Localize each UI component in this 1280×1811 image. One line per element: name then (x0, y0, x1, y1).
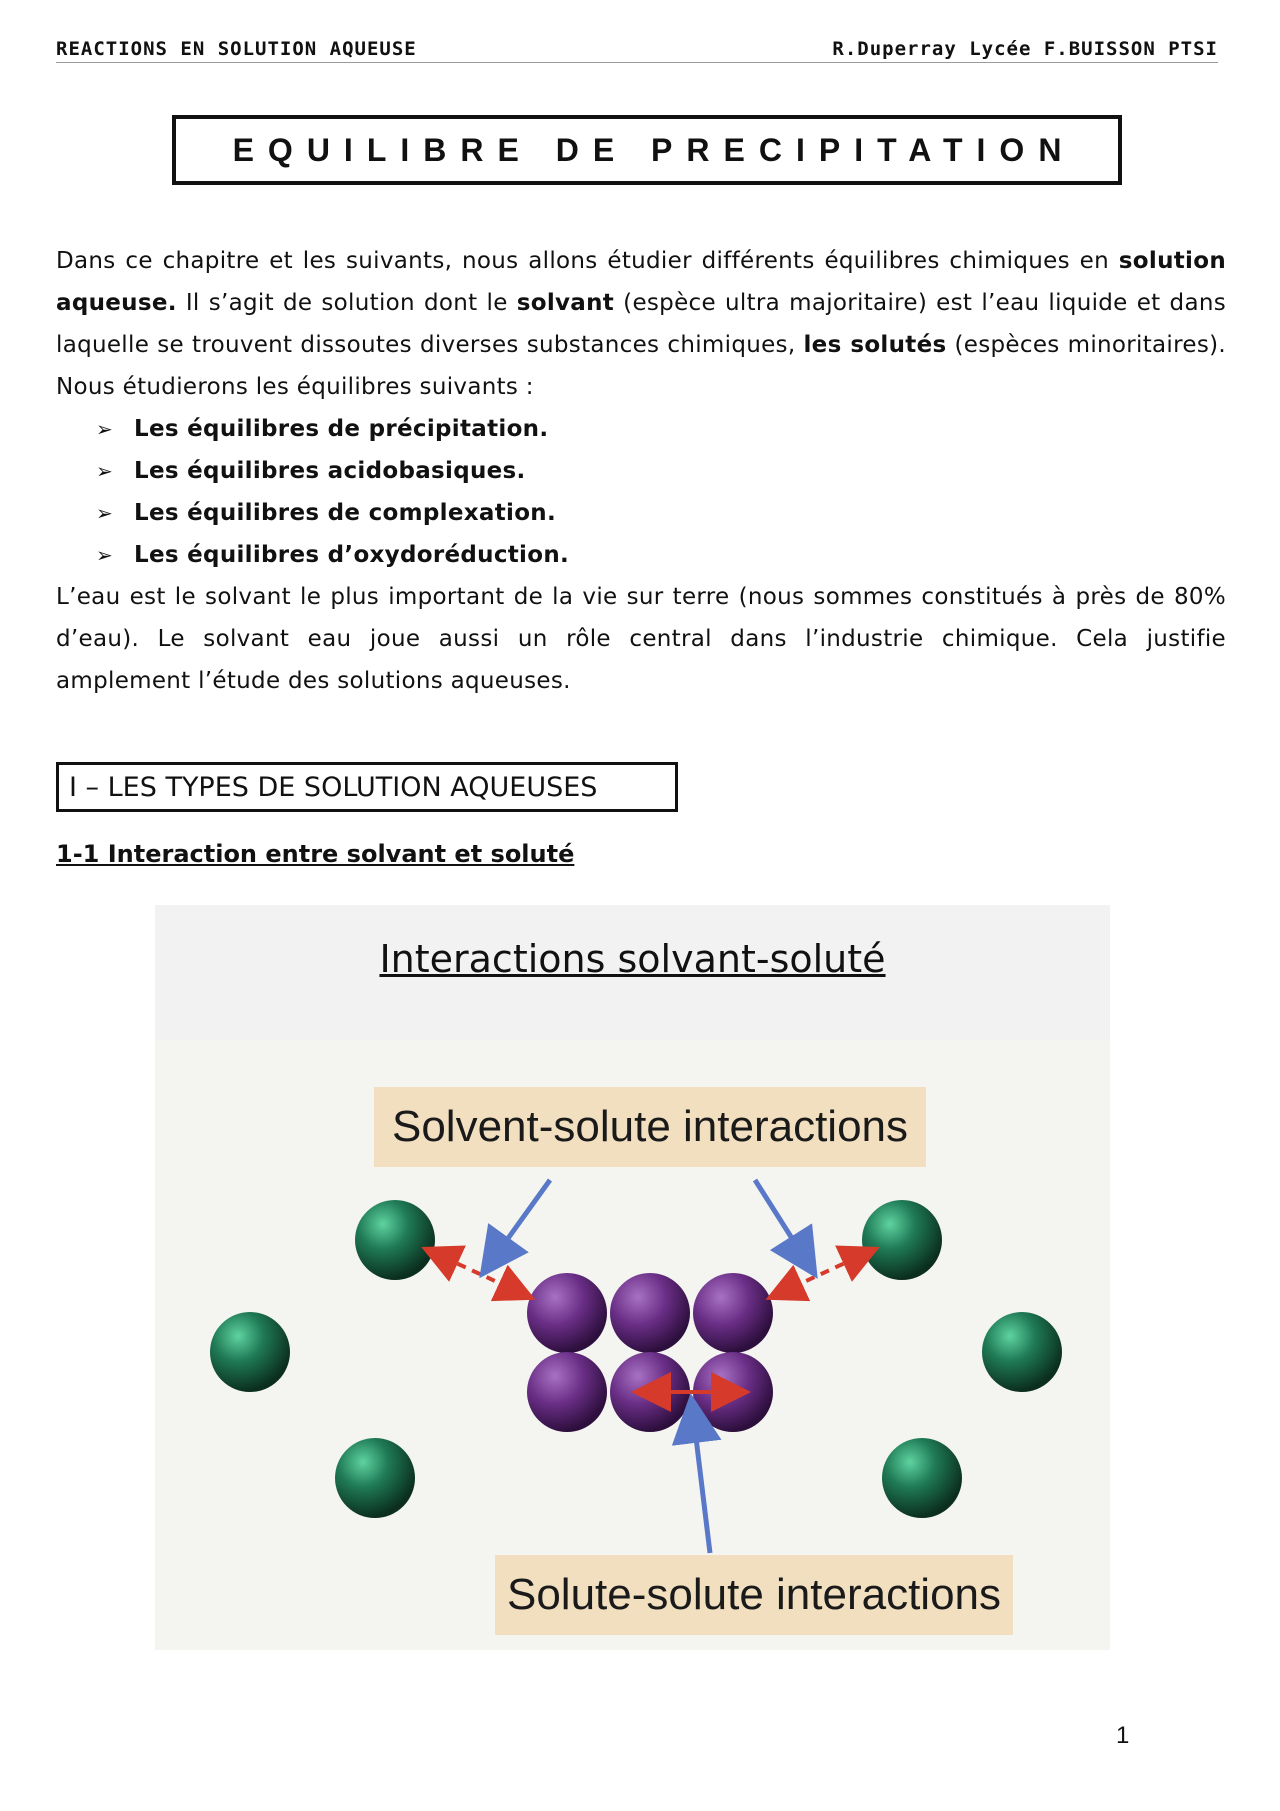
intro-term-solutes: les solutés (803, 332, 947, 358)
equilibria-list (56, 408, 1226, 576)
arrow-bullet-icon: ➢ (96, 459, 114, 483)
section-heading-box (56, 762, 678, 812)
intro-section (56, 240, 1226, 702)
interaction-diagram (155, 905, 1110, 1650)
list-item: ➢ Les équilibres d’oxydoréduction. (56, 534, 1226, 576)
solvent-solute-arrow-left (443, 1257, 521, 1293)
solute-molecule (693, 1273, 773, 1353)
document-title: EQUILIBRE DE PRECIPITATION (232, 131, 1076, 168)
intro-text-a: Dans ce chapitre et les suivants, nous allons étudier différents équilibres chimiques en (56, 248, 1119, 274)
solvent-molecule (210, 1312, 290, 1392)
intro-paragraph-2: L’eau est le solvant le plus important de la vie sur terre (nous sommes constitués à près de 80% d’eau). Le solvant eau joue aussi un rôle central dans l’industrie chimique. Cela justifie amplement l’étude des solutions aqueuses. (56, 584, 1226, 694)
document-title-box (172, 115, 1122, 185)
figure-title: Interactions solvant-soluté (379, 937, 886, 981)
solvent-molecule (335, 1438, 415, 1518)
solvent-molecule (862, 1200, 942, 1280)
arrow-bullet-icon: ➢ (96, 417, 114, 441)
list-item: ➢ Les équilibres acidobasiques. (56, 450, 1226, 492)
solvent-solute-label: Solvent-solute interactions (374, 1087, 926, 1167)
pointer-arrow-bottom (693, 1413, 710, 1553)
intro-text-d: (espèce ultra majoritaire) est l’eau liquide et dans laquelle se trouvent dissoutes diverses substances chimiques, (56, 290, 1226, 358)
intro-text-c: Il s’agit de solution dont le (176, 290, 517, 316)
arrow-bullet-icon: ➢ (96, 501, 114, 525)
solvent-solute-arrow-right (780, 1257, 858, 1293)
intro-term-solvant: solvant (516, 290, 615, 316)
pointer-arrow-right (755, 1180, 807, 1262)
page-header (56, 36, 1218, 63)
subsection-heading: 1-1 Interaction entre solvant et soluté (56, 840, 575, 868)
solvent-molecule (882, 1438, 962, 1518)
header-course-title: REACTIONS EN SOLUTION AQUEUSE (56, 38, 417, 60)
page-number: 1 (1116, 1722, 1130, 1749)
intro-paragraph-1 (56, 240, 1226, 408)
solvent-solute-figure (155, 905, 1110, 1650)
pointer-arrow-left (491, 1180, 550, 1262)
section-heading: I – LES TYPES DE SOLUTION AQUEUSES (69, 771, 598, 803)
solute-molecule (527, 1352, 607, 1432)
arrow-bullet-icon: ➢ (96, 543, 114, 567)
solvent-molecule (982, 1312, 1062, 1392)
header-author: R.Duperray Lycée F.BUISSON PTSI (832, 38, 1218, 60)
solute-solute-label: Solute-solute interactions (495, 1555, 1013, 1635)
intro-term-solution: solution aqueuse. (56, 248, 1226, 316)
intro-text-e: (espèces minoritaires). Nous étudierons les équilibres suivants : (56, 332, 1226, 400)
list-item: ➢ Les équilibres de complexation. (56, 492, 1226, 534)
list-item: ➢ Les équilibres de précipitation. (56, 408, 1226, 450)
solute-molecule (610, 1273, 690, 1353)
solvent-molecule (355, 1200, 435, 1280)
solute-molecule (527, 1273, 607, 1353)
